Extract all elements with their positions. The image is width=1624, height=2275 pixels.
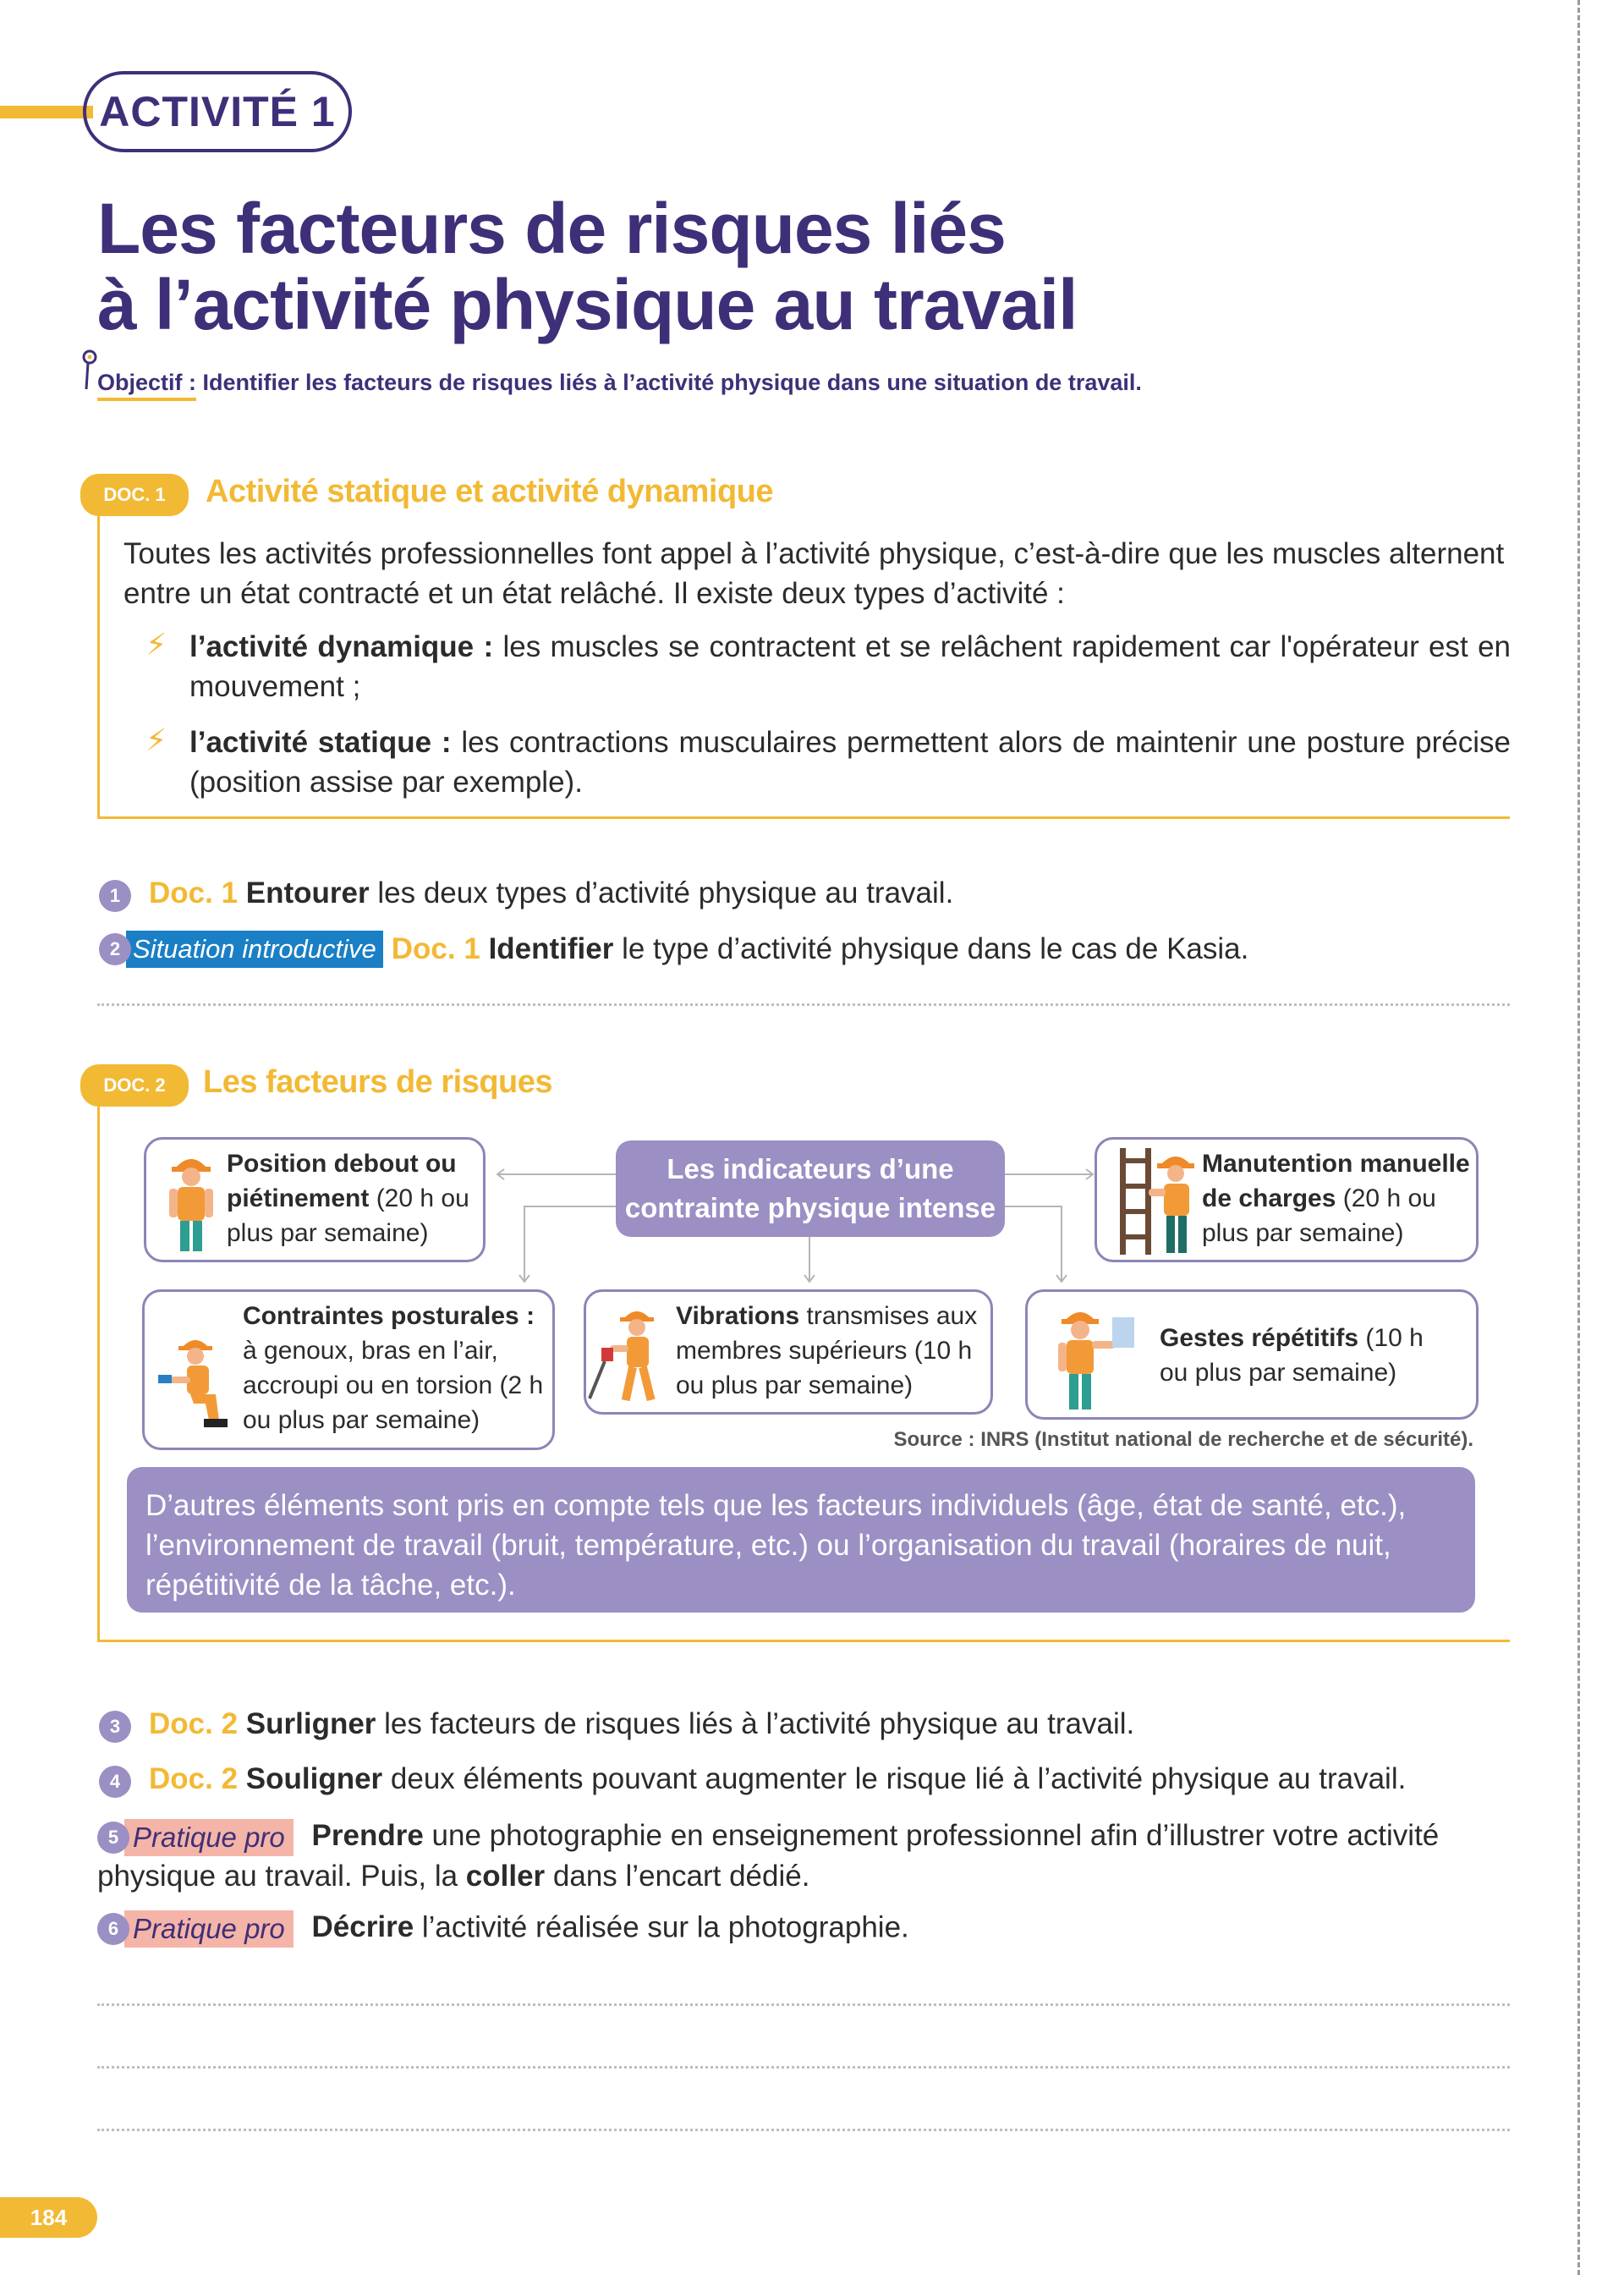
doc-ref: Doc. 1: [149, 876, 239, 909]
question-verb: Prendre: [311, 1819, 424, 1852]
objective-text: Identifier les facteurs de risques liés à l’activité physique dans une situation de travail.: [196, 370, 1142, 395]
bolt-icon: ⚡: [145, 723, 167, 757]
factor-bold: Gestes répétitifs: [1160, 1324, 1359, 1352]
question-6: [97, 1910, 909, 1948]
question-verb-2: coller: [465, 1859, 546, 1893]
question-number: 6: [97, 1913, 129, 1945]
factor-text: [1202, 1146, 1477, 1250]
doc2-frame-bottom: [97, 1640, 1510, 1642]
question-text: le type d’activité physique dans le cas de Kasia.: [613, 932, 1249, 965]
source-citation: Source : INRS (Institut national de recherche et de sécurité).: [893, 1428, 1473, 1451]
doc-ref: Doc. 2: [149, 1707, 239, 1740]
factor-text: [1160, 1321, 1439, 1390]
factor-bold: Manutention manuelle de charges: [1202, 1150, 1470, 1212]
doc2-title: Les facteurs de risques: [203, 1064, 553, 1100]
doc1-item-term: l’activité dynamique :: [189, 630, 494, 663]
question-number: 4: [99, 1766, 131, 1798]
question-number: 5: [97, 1822, 129, 1854]
factor-bold: Vibrations: [676, 1302, 800, 1330]
doc1-intro: Toutes les activités professionnelles font appel à l’activité physique, c’est-à-dire que les muscles alternent entre un état contracté et un état relâché. Il existe deux types d’activité :: [123, 537, 1505, 610]
question-text: deux éléments pouvant augmenter le risque lié à l’activité physique au travail.: [382, 1762, 1407, 1795]
factor-bold: Contraintes posturales :: [243, 1302, 535, 1330]
worker-standing-icon: [162, 1148, 221, 1255]
factor-box-standing: [144, 1137, 486, 1262]
answer-line[interactable]: [97, 2066, 1510, 2069]
question-number: 1: [99, 880, 131, 912]
question-number: 3: [99, 1711, 131, 1743]
pratique-pro-tag: Pratique pro: [124, 1819, 294, 1856]
question-3: [149, 1707, 1134, 1741]
situation-tag: Situation introductive: [126, 931, 383, 968]
factor-detail: (20 h ou plus par semaine): [1202, 1184, 1436, 1247]
question-number: 2: [99, 933, 131, 965]
question-text: les facteurs de risques liés à l’activité physique au travail.: [376, 1707, 1135, 1740]
factor-text: [227, 1146, 480, 1250]
question-5: [97, 1816, 1514, 1896]
bolt-icon: ⚡: [145, 627, 167, 662]
answer-line[interactable]: [97, 2129, 1510, 2131]
factor-detail: transmises aux membres supérieurs (10 h ou plus par semaine): [676, 1302, 978, 1399]
factor-text: [676, 1299, 993, 1403]
doc1-item-term: l’activité statique :: [189, 726, 452, 759]
factor-box-vibrations: [584, 1289, 993, 1415]
factor-box-repetitive: [1025, 1289, 1479, 1420]
center-indicator-box: Les indicateurs d’une contrainte physique intense: [616, 1140, 1005, 1237]
doc-ref: Doc. 2: [149, 1762, 239, 1795]
factor-box-handling: [1095, 1137, 1479, 1262]
factor-box-postural: [142, 1289, 555, 1450]
doc1-badge: DOC. 1: [80, 474, 189, 516]
doc1-item-text: les muscles se contractent et se relâchent rapidement car l'opérateur est en mouvement ;: [189, 630, 1511, 703]
title-line-1: Les facteurs de risques liés: [97, 189, 1006, 268]
question-text: l’activité réalisée sur la photographie.: [414, 1910, 909, 1944]
factor-detail: (10 h ou plus par semaine): [1160, 1324, 1424, 1387]
doc1-item-text: les contractions musculaires permettent alors de maintenir une posture précise (position assise par exemple).: [189, 726, 1511, 799]
worker-ladder-icon: [1118, 1145, 1199, 1260]
doc2-badge: DOC. 2: [80, 1064, 189, 1107]
worker-painting-icon: [1051, 1300, 1144, 1414]
additional-factors-note: D’autres éléments sont pris en compte tels que les facteurs individuels (âge, état de santé, etc.), l’environnement de travail (bruit, température, etc.) ou l’organisation du travail (horaires de nuit, répétitivité de la tâche, etc.).: [127, 1467, 1475, 1613]
question-verb: Entourer: [245, 876, 370, 909]
pratique-pro-tag: Pratique pro: [124, 1910, 294, 1948]
question-text-2: dans l’encart dédié.: [545, 1859, 810, 1893]
factor-bold: Position debout ou piétinement: [227, 1150, 457, 1212]
question-verb: Décrire: [311, 1910, 414, 1944]
answer-line[interactable]: [97, 2003, 1510, 2006]
worker-drill-icon: [586, 1299, 679, 1409]
doc1-title: Activité statique et activité dynamique: [206, 474, 774, 509]
question-4: [149, 1762, 1406, 1796]
question-verb: Surligner: [245, 1707, 376, 1740]
doc-ref: Doc. 1: [391, 932, 480, 965]
factor-detail: à genoux, bras en l’air, accroupi ou en torsion (2 h ou plus par semaine): [243, 1337, 544, 1434]
page-number: 184: [0, 2197, 97, 2238]
factor-text: [243, 1299, 551, 1437]
title-line-2: à l’activité physique au travail: [97, 265, 1078, 344]
activity-label: ACTIVITÉ 1: [83, 71, 352, 152]
question-text: les deux types d’activité physique au travail.: [369, 876, 954, 909]
question-verb: Souligner: [245, 1762, 383, 1795]
objective-label: Objectif :: [97, 370, 196, 401]
question-verb: Identifier: [488, 932, 614, 965]
factor-detail: (20 h ou plus par semaine): [227, 1184, 469, 1247]
question-text: une photographie en enseignement professionnel afin d’illustrer votre activité physique au travail. Puis, la: [97, 1819, 1440, 1893]
worker-kneeling-icon: [156, 1326, 241, 1434]
